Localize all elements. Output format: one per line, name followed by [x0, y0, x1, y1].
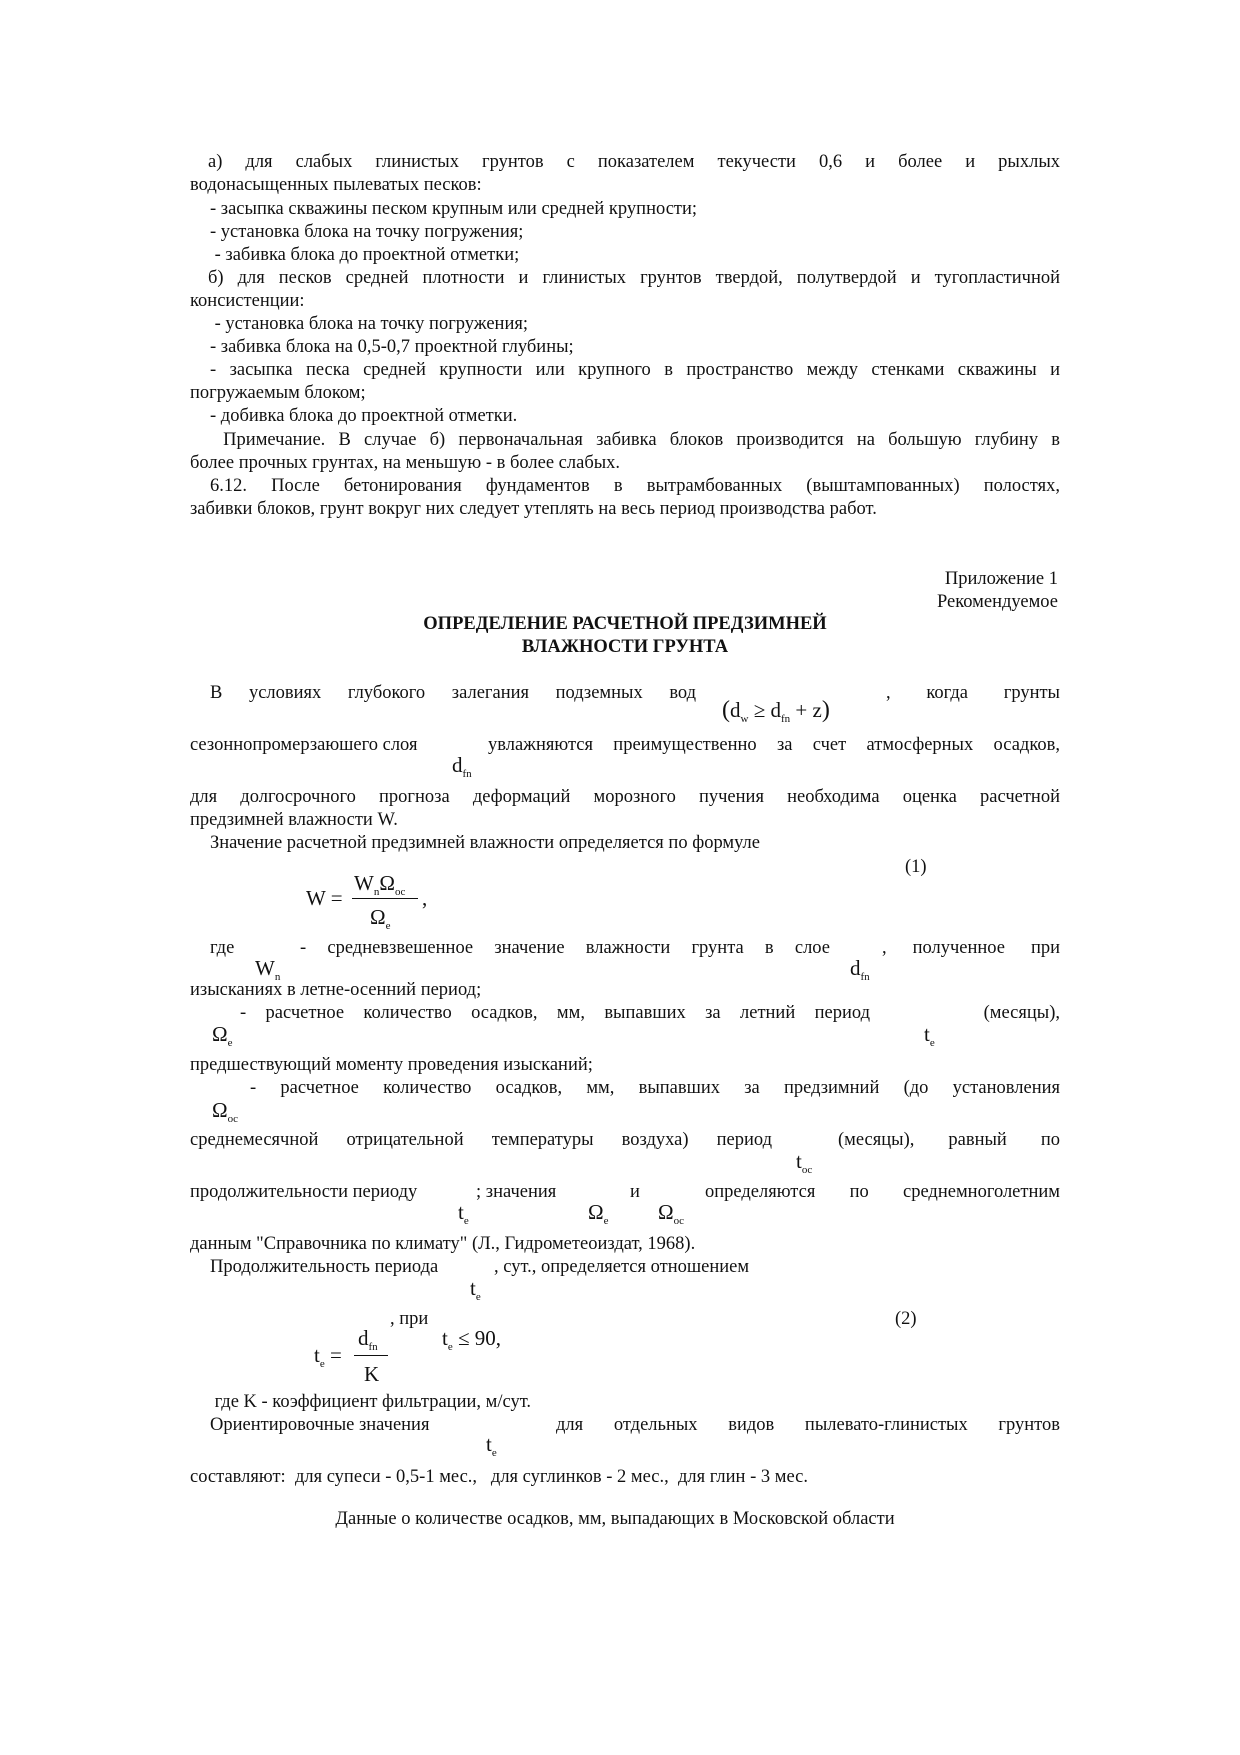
formula-1-lhs: W = — [306, 886, 343, 910]
step-b3: - засыпка песка средней крупности или крупного в пространство между стенками скважины и — [210, 360, 1060, 380]
and-label: и — [630, 1182, 640, 1202]
formula-2-denominator: K — [364, 1362, 380, 1386]
deep-water-condition-formula: $(d_w \ge d_{fn} + z)$ — [722, 697, 830, 725]
step-a1: - засыпка скважины песком крупным или средней крупности; — [210, 199, 698, 219]
duration-text-tail: , сут., определяется отношением — [494, 1257, 750, 1277]
conditions-text-tail: , когда грунты — [886, 683, 1060, 703]
toc-symbol: $t_{oc}$ — [796, 1149, 813, 1176]
paragraph-a: а) для слабых глинистых грунтов с показателем текучести 0,6 и более и рыхлых — [208, 152, 1060, 172]
paragraph-6-12-cont: забивки блоков, грунт вокруг них следует утеплять на весь период производства работ. — [190, 499, 877, 519]
duration-text: Продолжительность периода — [210, 1257, 439, 1277]
conditions-text: В условиях глубокого залегания подземных вод — [210, 683, 697, 703]
omega-e-description: - расчетное количество осадков, мм, выпавших за летний период — [240, 1003, 870, 1023]
values-text: составляют: для супеси - 0,5-1 мес., для суглинков - 2 мес., для глин - 3 мес. — [190, 1467, 808, 1487]
wn-description: - средневзвешенное значение влажности грунта в слое — [300, 938, 830, 958]
dfn-symbol-2: $d_{fn}$ — [850, 956, 870, 983]
heading-line-2: ВЛАЖНОСТИ ГРУНТА — [521, 637, 729, 657]
step-a2: - установка блока на точку погружения; — [210, 222, 524, 242]
formula-2-fraction-bar — [354, 1355, 388, 1356]
paragraph-b-cont: консистенции: — [190, 291, 305, 311]
formula-2-lhs: $t_e$ = — [314, 1343, 342, 1370]
omega-oc-description: - расчетное количество осадков, мм, выпавших за предзимний (до установления — [250, 1078, 1060, 1098]
forecast-text: для долгосрочного прогноза деформаций морозного пучения необходима оценка расчетной — [190, 787, 1060, 807]
heading-line-1: ОПРЕДЕЛЕНИЕ РАСЧЕТНОЙ ПРЕДЗИМНЕЙ — [423, 614, 827, 634]
omega-e-description-tail: (месяцы), — [983, 1003, 1060, 1023]
omega-oc-description-tail: (месяцы), равный по — [838, 1130, 1060, 1150]
omega-oc-description-cont: среднемесячной отрицательной температуры воздуха) период — [190, 1130, 772, 1150]
step-a3: - забивка блока до проектной отметки; — [210, 245, 520, 265]
duration-equal-text: продолжительности периоду — [190, 1182, 418, 1202]
orientation-text-tail: для отдельных видов пылевато-глинистых грунтов — [556, 1415, 1060, 1435]
step-b1: - установка блока на точку погружения; — [210, 314, 529, 334]
te-symbol-3: $t_e$ — [470, 1276, 481, 1303]
seasonal-layer-text: сезоннопромерзаюшего слоя — [190, 735, 418, 755]
te-constraint: $t_e \le 90$, — [442, 1326, 502, 1353]
appendix-label: Приложение 1 — [944, 569, 1058, 589]
seasonal-layer-tail: увлажняются преимущественно за счет атмосферных осадков, — [488, 735, 1060, 755]
omega-oc-symbol: $\Omega_{oc}$ — [212, 1098, 238, 1125]
formula-1-comma: , — [422, 886, 428, 910]
wn-description-cont: изысканиях в летне-осенний период; — [190, 980, 482, 1000]
dfn-symbol-1: $d_{fn}$ — [452, 753, 472, 780]
omega-e-symbol: $\Omega_e$ — [212, 1022, 233, 1049]
paragraph-b: б) для песков средней плотности и глинистых грунтов твердой, полутвердой и тугопластичной — [208, 268, 1060, 288]
te-symbol-2: $t_e$ — [458, 1200, 469, 1227]
values-label: ; значения — [476, 1182, 557, 1202]
wn-symbol: $W_n$ — [255, 956, 281, 983]
where-label: где — [210, 938, 235, 958]
equation-1-number: (1) — [905, 857, 927, 877]
source-text: данным "Справочника по климату" (Л., Гидрометеоиздат, 1968). — [190, 1234, 696, 1254]
step-b2: - забивка блока на 0,5-0,7 проектной глубины; — [210, 337, 574, 357]
forecast-text-cont: предзимней влажности W. — [190, 810, 398, 830]
formula-1-fraction-bar — [352, 898, 418, 899]
te-symbol-4: $t_e$ — [486, 1432, 497, 1459]
k-definition: где K - коэффициент фильтрации, м/сут. — [210, 1392, 532, 1412]
step-b4: - добивка блока до проектной отметки. — [210, 406, 518, 426]
orientation-text: Ориентировочные значения — [210, 1415, 430, 1435]
determined-text: определяются по среднемноголетним — [705, 1182, 1060, 1202]
formula-intro: Значение расчетной предзимней влажности определяется по формуле — [210, 833, 760, 853]
table-caption: Данные о количестве осадков, мм, выпадающих в Московской области — [335, 1509, 895, 1529]
formula-2-numerator: $d_{fn}$ — [358, 1326, 378, 1353]
paragraph-6-12: 6.12. После бетонирования фундаментов в вытрамбованных (выштампованных) полостях, — [210, 476, 1060, 496]
te-symbol-1: $t_e$ — [924, 1022, 935, 1049]
equation-2-number: (2) — [895, 1309, 917, 1329]
formula-1-numerator: $W_n\Omega_{oc}$ — [354, 871, 406, 898]
wn-description-tail: , полученное при — [882, 938, 1060, 958]
note-cont: более прочных грунтах, на меньшую - в более слабых. — [190, 453, 621, 473]
at-label: , при — [390, 1309, 429, 1329]
recommended-label: Рекомендуемое — [936, 592, 1058, 612]
note: Примечание. В случае б) первоначальная забивка блоков производится на большую глубину в — [210, 430, 1060, 450]
paragraph-a-cont: водонасыщенных пылеватых песков: — [190, 175, 482, 195]
omega-oc-symbol-2: $\Omega_{oc}$ — [658, 1200, 684, 1227]
step-b3-cont: погружаемым блоком; — [190, 383, 366, 403]
formula-1-denominator: $\Omega_e$ — [370, 905, 391, 932]
omega-e-description-cont: предшествующий моменту проведения изысканий; — [190, 1055, 593, 1075]
omega-e-symbol-2: $\Omega_e$ — [588, 1200, 609, 1227]
